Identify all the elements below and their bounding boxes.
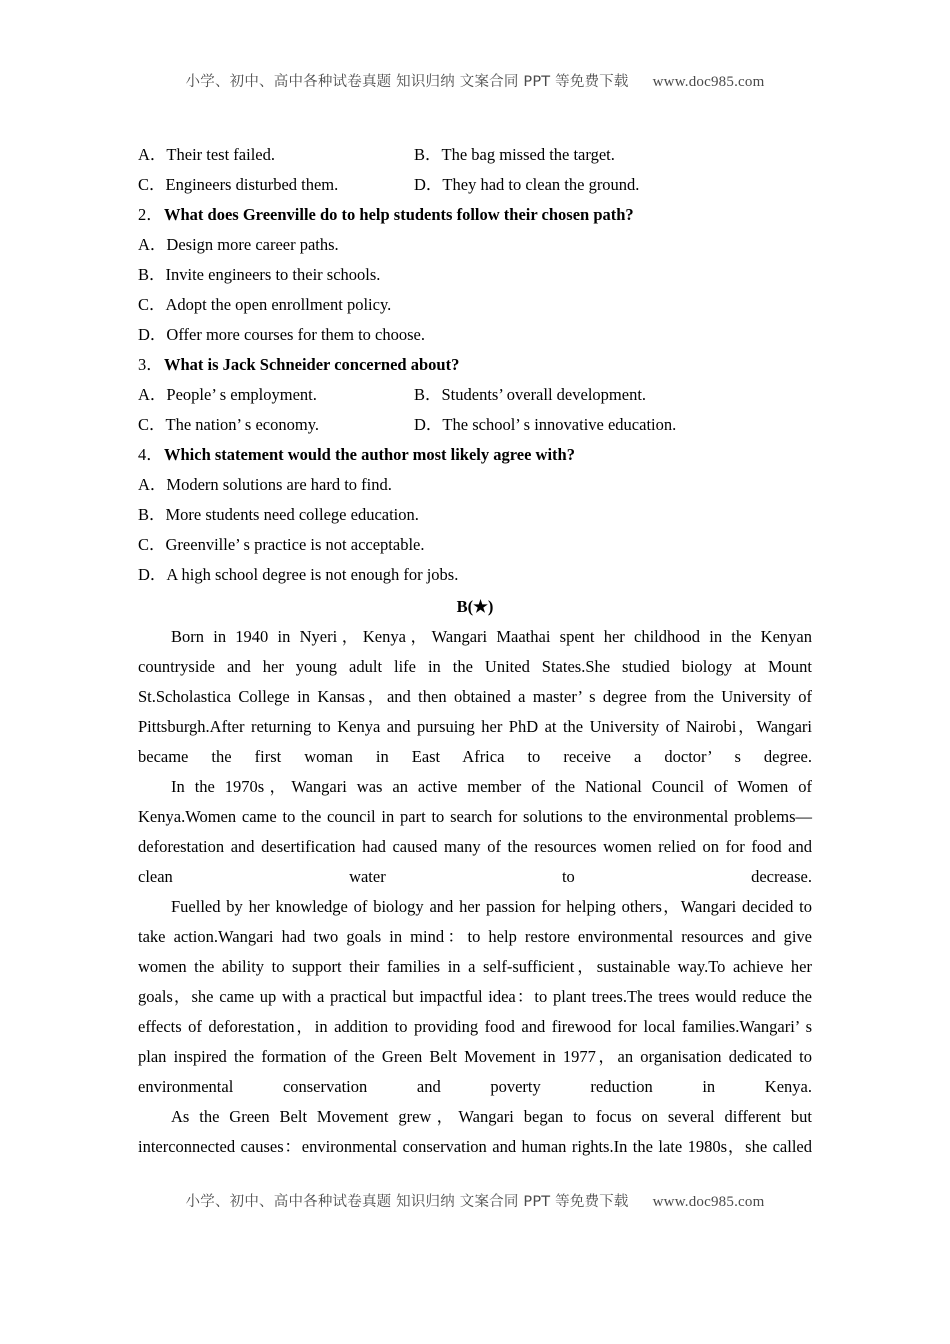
option-a[interactable]: A．Their test failed. bbox=[138, 145, 275, 164]
question-2-number: 2． bbox=[138, 205, 163, 224]
page-content bbox=[138, 140, 812, 1162]
passage-paragraph: Born in 1940 in Nyeri，Kenya，Wangari Maathai spent her childhood in the Kenyan countryside and her young adult life in the United States.She studied biology at Mount St.Scholastica College in Kansas，and then obtained a master’ s degree from the University of Pittsburgh.After returning to Kenya and pursuing her PhD at the University of Nairobi，Wangari became the first woman in East Africa to receive a doctor’ s degree. bbox=[138, 627, 812, 766]
option-c[interactable]: C．Adopt the open enrollment policy. bbox=[138, 295, 392, 314]
passage-paragraph: In the 1970s，Wangari was an active member of the National Council of Women of Kenya.Women came to the council in part to search for solutions to the environmental problems—deforestation and desertification had caused many of the resources women relied on for food and clean water to decrease. bbox=[138, 777, 812, 886]
footer-watermark-url: www.doc985.com bbox=[652, 1194, 765, 1210]
option-d[interactable]: D．The school’ s innovative education. bbox=[414, 415, 677, 434]
question-4 bbox=[138, 440, 812, 590]
option-c[interactable]: C．Engineers disturbed them. bbox=[138, 175, 339, 194]
question-3 bbox=[138, 350, 812, 440]
option-c[interactable]: C．The nation’ s economy. bbox=[138, 415, 320, 434]
reading-passage bbox=[138, 622, 812, 1162]
question-2-stem bbox=[138, 200, 812, 230]
option-row bbox=[138, 170, 812, 200]
option-row bbox=[138, 320, 812, 350]
option-row bbox=[138, 470, 812, 500]
option-row bbox=[138, 230, 812, 260]
question-4-text: Which statement would the author most likely agree with? bbox=[164, 445, 575, 464]
option-b[interactable]: B．Invite engineers to their schools. bbox=[138, 265, 381, 284]
passage-paragraph: As the Green Belt Movement grew，Wangari began to focus on several different but interconnected causes：environmental conservation and human rights.In the late 1980s，she called bbox=[138, 1107, 812, 1156]
question-1-options bbox=[138, 140, 812, 200]
option-b[interactable]: B．More students need college education. bbox=[138, 505, 419, 524]
question-2-text: What does Greenville do to help students follow their chosen path? bbox=[164, 205, 634, 224]
option-a[interactable]: A．Modern solutions are hard to find. bbox=[138, 475, 392, 494]
option-row bbox=[138, 260, 812, 290]
header-watermark-cn: 小学、初中、高中各种试卷真题 知识归纳 文案合同 PPT 等免费下载 bbox=[185, 74, 629, 90]
option-d[interactable]: D．Offer more courses for them to choose. bbox=[138, 325, 425, 344]
option-row bbox=[138, 530, 812, 560]
passage-paragraph: Fuelled by her knowledge of biology and her passion for helping others，Wangari decided to take action.Wangari had two goals in mind：to help restore environmental resources and give women the ability to support their families in a self-sufficient，sustainable way.To achieve her goals，she came up with a practical but impactful idea：to plant trees.The trees would reduce the effects of deforestation，in addition to providing food and firewood for local families.Wangari’ s plan inspired the formation of the Green Belt Movement in 1977，an organisation dedicated to environmental conservation and poverty reduction in Kenya. bbox=[138, 897, 812, 1096]
question-2 bbox=[138, 200, 812, 350]
option-row bbox=[138, 500, 812, 530]
option-c[interactable]: C．Greenville’ s practice is not acceptable. bbox=[138, 535, 425, 554]
option-row bbox=[138, 140, 812, 170]
option-row bbox=[138, 410, 812, 440]
header-watermark bbox=[138, 70, 812, 91]
footer-watermark bbox=[138, 1190, 812, 1211]
option-d[interactable]: D．They had to clean the ground. bbox=[414, 175, 640, 194]
option-row bbox=[138, 560, 812, 590]
header-watermark-url: www.doc985.com bbox=[652, 74, 765, 90]
option-d[interactable]: D．A high school degree is not enough for jobs. bbox=[138, 565, 459, 584]
question-4-number: 4． bbox=[138, 445, 163, 464]
option-b[interactable]: B．The bag missed the target. bbox=[414, 145, 615, 164]
option-row bbox=[138, 290, 812, 320]
option-a[interactable]: A．Design more career paths. bbox=[138, 235, 339, 254]
option-b[interactable]: B．Students’ overall development. bbox=[414, 385, 647, 404]
question-3-text: What is Jack Schneider concerned about? bbox=[164, 355, 460, 374]
footer-watermark-cn: 小学、初中、高中各种试卷真题 知识归纳 文案合同 PPT 等免费下载 bbox=[185, 1194, 629, 1210]
section-label-b: B(★) bbox=[456, 597, 494, 616]
question-4-stem bbox=[138, 440, 812, 470]
option-a[interactable]: A．People’ s employment. bbox=[138, 385, 317, 404]
option-row bbox=[138, 380, 812, 410]
question-3-number: 3． bbox=[138, 355, 163, 374]
question-3-stem bbox=[138, 350, 812, 380]
